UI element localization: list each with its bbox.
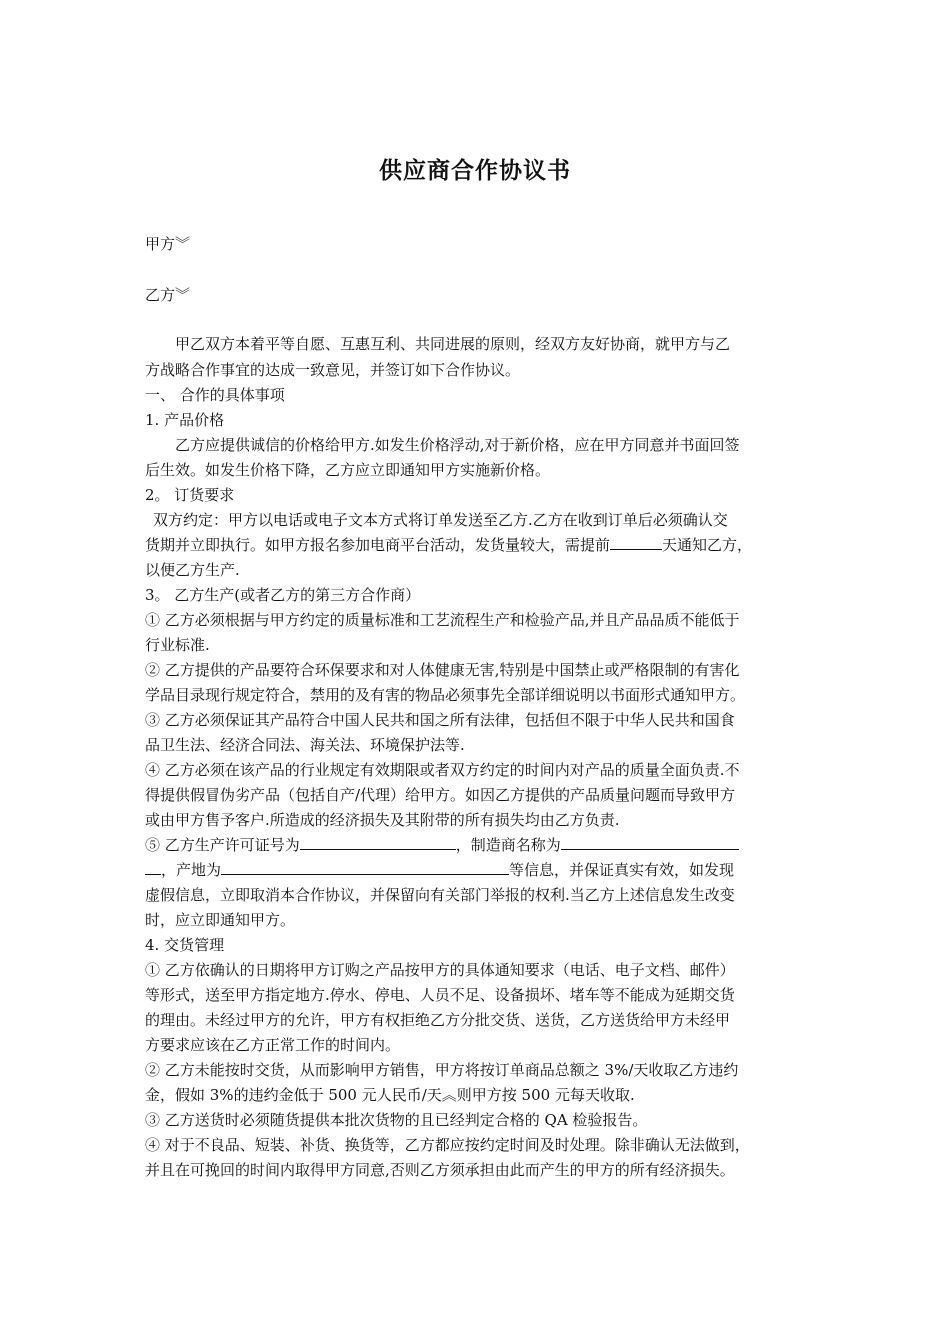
blank-manufacturer-field [561, 836, 739, 850]
body-line: 以便乙方生产. [145, 561, 240, 579]
text-segment: ，制造商名称为 [455, 836, 561, 854]
blank-days-field [610, 536, 662, 550]
license-line [145, 835, 815, 855]
text-segment: 天通知乙方， [662, 536, 753, 554]
body-line: ② 乙方提供的产品要符合环保要求和对人体健康无害,特别是中国禁止或严格限制的有害化 [145, 661, 740, 679]
subsection-heading: 4. 交货管理 [145, 936, 225, 954]
party-a-label: 甲方︾ [145, 235, 191, 253]
body-line: 方战略合作事宜的达成一致意见，并签订如下合作协议。 [145, 361, 521, 379]
body-line: 方要求应该在乙方正常工作的时间内。 [145, 1036, 401, 1054]
subsection-heading: 1. 产品价格 [145, 411, 225, 429]
body-line: 或由甲方售予客户.所造成的经济损失及其附带的所有损失均由乙方负责. [145, 811, 620, 829]
document-title: 供应商合作协议书 [379, 158, 571, 184]
body-line-with-blank [145, 535, 815, 555]
body-line: 行业标准. [145, 636, 210, 654]
party-b-label: 乙方︾ [145, 286, 191, 304]
text-segment: 货期并立即执行。如甲方报名参加电商平台活动，发货量较大，需提前 [145, 536, 611, 554]
body-line: 得提供假冒伪劣产品（包括自产/代理）给甲方。如因乙方提供的产品质量问题而导致甲方 [145, 786, 736, 804]
body-line: 甲乙双方本着平等自愿、互惠互利、共同进展的原则，经双方友好协商，就甲方与乙 [175, 335, 731, 353]
body-line: 虚假信息，立即取消本合作协议，并保留向有关部门举报的权利.当乙方上述信息发生改变 [145, 886, 735, 904]
blank-origin-field [221, 861, 509, 875]
body-line: 乙方应提供诚信的价格给甲方.如发生价格浮动,对于新价格，应在甲方同意并书面回签 [175, 436, 740, 454]
text-segment: ，产地为 [161, 861, 222, 879]
body-line: ① 乙方依确认的日期将甲方订购之产品按甲方的具体通知要求（电话、电子文档、邮件） [145, 961, 735, 979]
body-line: 并且在可挽回的时间内取得甲方同意,否则乙方须承担由此而产生的甲方的所有经济损失。 [145, 1161, 735, 1179]
body-line: 的理由。未经过甲方的允许，甲方有权拒绝乙方分批交货、送货，乙方送货给甲方未经甲 [145, 1011, 731, 1029]
text-segment: ⑤ 乙方生产许可证号为 [145, 836, 300, 854]
blank-license-field [300, 836, 456, 850]
body-line: ① 乙方必须根据与甲方约定的质量标准和工艺流程生产和检验产品,并且产品品质不能低于 [145, 611, 740, 629]
body-line: 品卫生法、经济合同法、海关法、环境保护法等. [145, 736, 465, 754]
blank-manufacturer-field-cont [145, 861, 161, 875]
body-line: 后生效。如发生价格下降，乙方应立即通知甲方实施新价格。 [145, 461, 551, 479]
body-line: 等形式，送至甲方指定地方.停水、停电、人员不足、设备损坏、堵车等不能成为延期交货 [145, 986, 735, 1004]
body-line: 学品目录现行规定符合，禁用的及有害的物品必须事先全部详细说明以书面形式通知甲方。 [145, 686, 746, 704]
subsection-heading: 2。 订货要求 [145, 486, 235, 504]
body-line: 时，应立即通知甲方。 [145, 911, 296, 929]
text-segment: 等信息，并保证真实有效，如发现 [509, 861, 735, 879]
body-line: ④ 对于不良品、短装、补货、换货等，乙方都应按约定时间及时处理。除非确认无法做到， [145, 1136, 750, 1154]
section-heading: 一、 合作的具体事项 [145, 386, 285, 404]
body-line: ③ 乙方必须保证其产品符合中国人民共和国之所有法律，包括但不限于中华人民共和国食 [145, 711, 735, 729]
origin-line [145, 860, 815, 880]
body-line: ② 乙方未能按时交货，从而影响甲方销售，甲方将按订单商品总额之 3%/天收取乙方违约 [145, 1061, 739, 1079]
body-line: ④ 乙方必须在该产品的行业规定有效期限或者双方约定的时间内对产品的质量全面负责.不 [145, 761, 740, 779]
body-line: 金，假如 3%的违约金低于 500 元人民币/天︽则甲方按 500 元每天收取. [145, 1086, 635, 1104]
body-line: ③ 乙方送货时必须随货提供本批次货物的且已经判定合格的 QA 检验报告。 [145, 1111, 648, 1129]
body-line: 双方约定：甲方以电话或电子文本方式将订单发送至乙方.乙方在收到订单后必须确认交 [153, 511, 728, 529]
subsection-heading: 3。 乙方生产(或者乙方的第三方合作商） [145, 586, 421, 604]
